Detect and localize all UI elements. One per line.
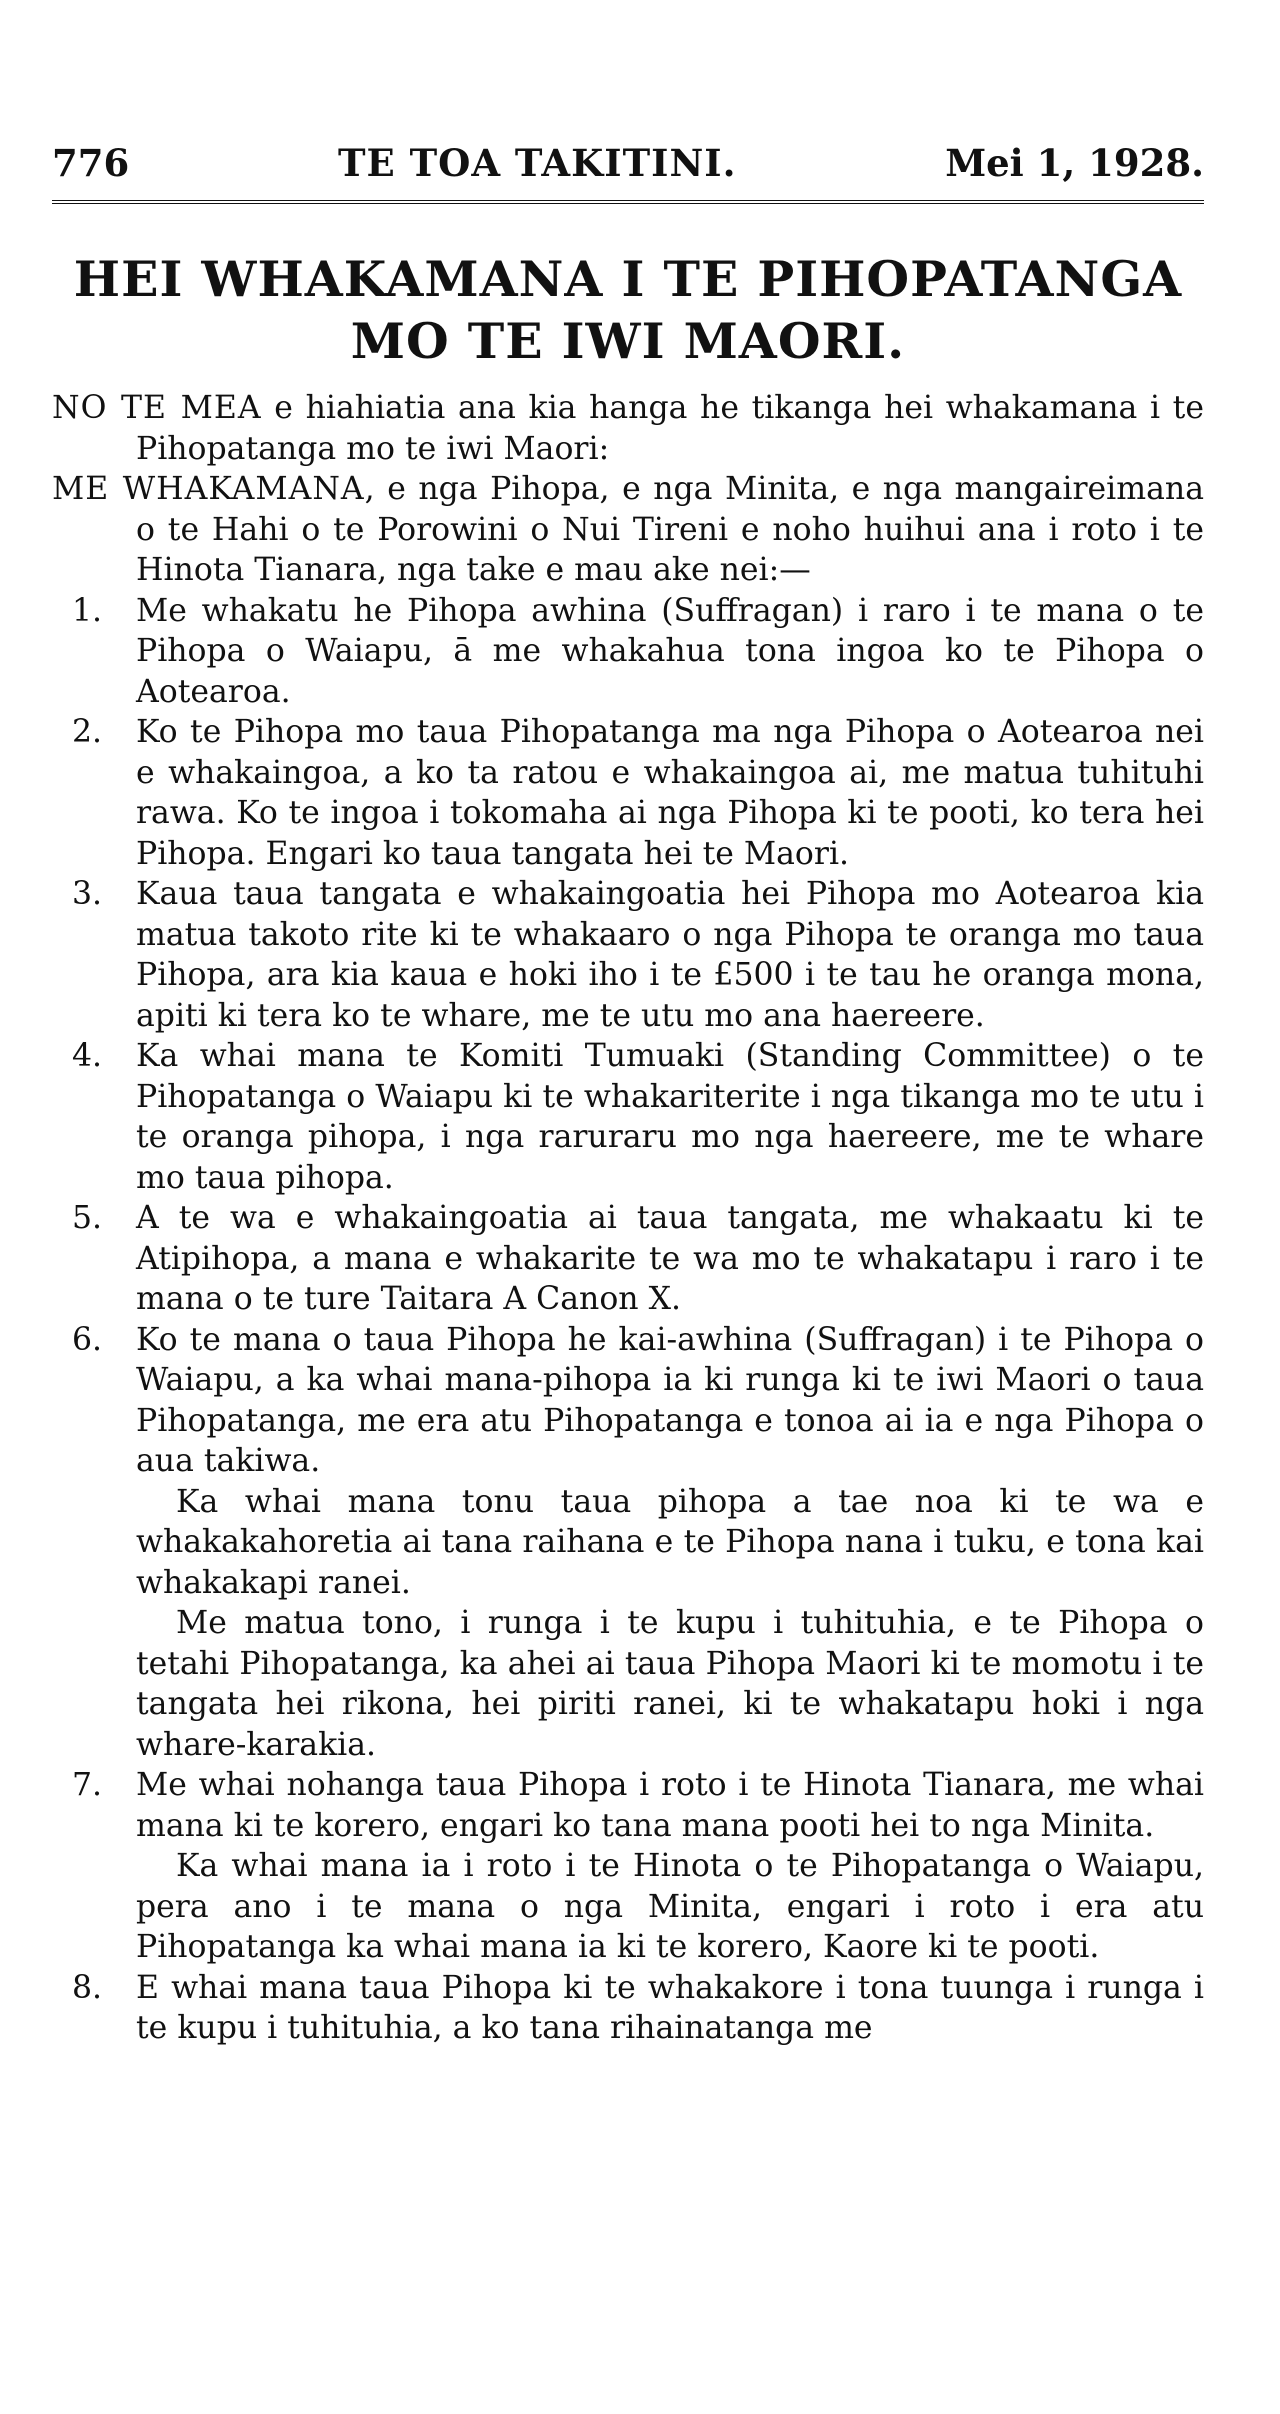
running-header	[52, 140, 1204, 204]
preamble-paragraph	[52, 469, 1204, 591]
clause-text: Me whakatu he Pihopa awhina (Suffragan) i raro i te mana o te Pihopa o Waiapu, ā me whakahua tona ingoa ko te Pihopa o Aotearoa.	[136, 592, 1204, 710]
preamble-lead: ME WHAKAMANA	[52, 471, 365, 507]
page-number: 776	[52, 141, 130, 185]
clause-subparagraph: Ka whai mana ia i roto i te Hinota o te Pihopatanga o Waiapu, pera ano i te mana o nga Minita, engari i roto i era atu Pihopatanga ka whai mana ia ki te korero, Kaore ki te pooti.	[136, 1848, 1204, 1965]
numbered-clause	[52, 1036, 1204, 1198]
clause-text: Ka whai mana te Komiti Tumuaki (Standing Committee) o te Pihopatanga o Waiapu ki te whakariterite i nga tikanga mo te utu i te oranga pihopa, i nga raruraru mo nga haereere, me te whare mo taua pihopa.	[136, 1038, 1204, 1196]
clause-text: Kaua taua tangata e whakaingoatia hei Pihopa mo Aotearoa kia matua takoto rite ki te whakaaro o nga Pihopa te oranga mo taua Pihopa, ara kia kaua e hoki iho i te £500 i te tau he oranga mona, apiti ki tera ko te whare, me te utu mo ana haereere.	[136, 876, 1204, 1034]
clause-subparagraph: Ka whai mana tonu taua pihopa a tae noa ki te wa e whakakahoretia ai tana raihana e te Pihopa nana i tuku, e tona kai whakakapi ranei.	[136, 1483, 1204, 1601]
preamble-lead: NO TE MEA	[52, 390, 262, 426]
numbered-clause	[52, 1968, 1204, 2049]
preamble-text: e hiahiatia ana kia hanga he tikanga hei whakamana i te Pihopatanga mo te iwi Maori:	[136, 390, 1204, 467]
clause-text: Me whai nohanga taua Pihopa i roto i te Hinota Tianara, me whai mana ki te korero, engari ko tana mana pooti hei to nga Minita.	[136, 1767, 1204, 1844]
numbered-clause	[52, 874, 1204, 1036]
clause-number: 6.	[72, 1321, 103, 1358]
journal-title: TE TOA TAKITINI.	[337, 141, 737, 185]
numbered-clause	[52, 591, 1204, 713]
clause-text: Ko te mana o taua Pihopa he kai-awhina (Suffragan) i te Pihopa o Waiapu, a ka whai mana-pihopa ia ki runga ki te iwi Maori o taua Pihopatanga, me era atu Pihopatanga e tonoa ai ia e nga Pihopa o aua takiwa.	[136, 1321, 1204, 1479]
numbered-clause	[52, 1320, 1204, 1482]
clause-number: 4.	[72, 1038, 103, 1074]
numbered-clause	[52, 1198, 1204, 1320]
clause-number: 2.	[72, 714, 103, 750]
clause-number: 5.	[72, 1200, 103, 1236]
clause-subparagraph: Me matua tono, i runga i te kupu i tuhituhia, e te Pihopa o tetahi Pihopatanga, ka ahei ai taua Pihopa Maori ki te momotu i te tangata hei rikona, hei piriti ranei, ki te whakatapu hoki i nga whare-karakia.	[136, 1605, 1204, 1763]
article-heading: HEI WHAKAMANA I TE PIHOPATANGA MO TE IWI MAORI.	[73, 250, 1183, 370]
numbered-clause	[52, 1765, 1204, 1846]
clause-text: E whai mana taua Pihopa ki te whakakore i tona tuunga i runga i te kupu i tuhituhia, a ko tana rihainatanga me	[136, 1969, 1204, 2046]
issue-date: Mei 1, 1928.	[945, 141, 1204, 185]
document-page	[52, 140, 1204, 2049]
clause-number: 7.	[72, 1767, 103, 1803]
clause-number: 3.	[72, 876, 103, 912]
clause-text: A te wa e whakaingoatia ai taua tangata, me whakaatu ki te Atipihopa, a mana e whakarite te wa mo te whakatapu i raro i te mana o te ture Taitara A Canon X.	[136, 1200, 1204, 1317]
clause-text: Ko te Pihopa mo taua Pihopatanga ma nga Pihopa o Aotearoa nei e whakaingoa, a ko ta ratou e whakaingoa ai, me matua tuhituhi rawa. Ko te ingoa i tokomaha ai nga Pihopa ki te pooti, ko tera hei Pihopa. Engari ko taua tangata hei te Maori.	[136, 714, 1204, 872]
preamble-paragraph	[52, 388, 1204, 469]
clause-number: 8.	[72, 1969, 103, 2006]
preamble-text: , e nga Pihopa, e nga Minita, e nga mangaireimana o te Hahi o te Porowini o Nui Tireni e noho huihui ana i roto i te Hinota Tianara, nga take e mau ake nei:—	[136, 471, 1204, 588]
clause-number: 1.	[72, 592, 103, 629]
numbered-clause	[52, 712, 1204, 874]
